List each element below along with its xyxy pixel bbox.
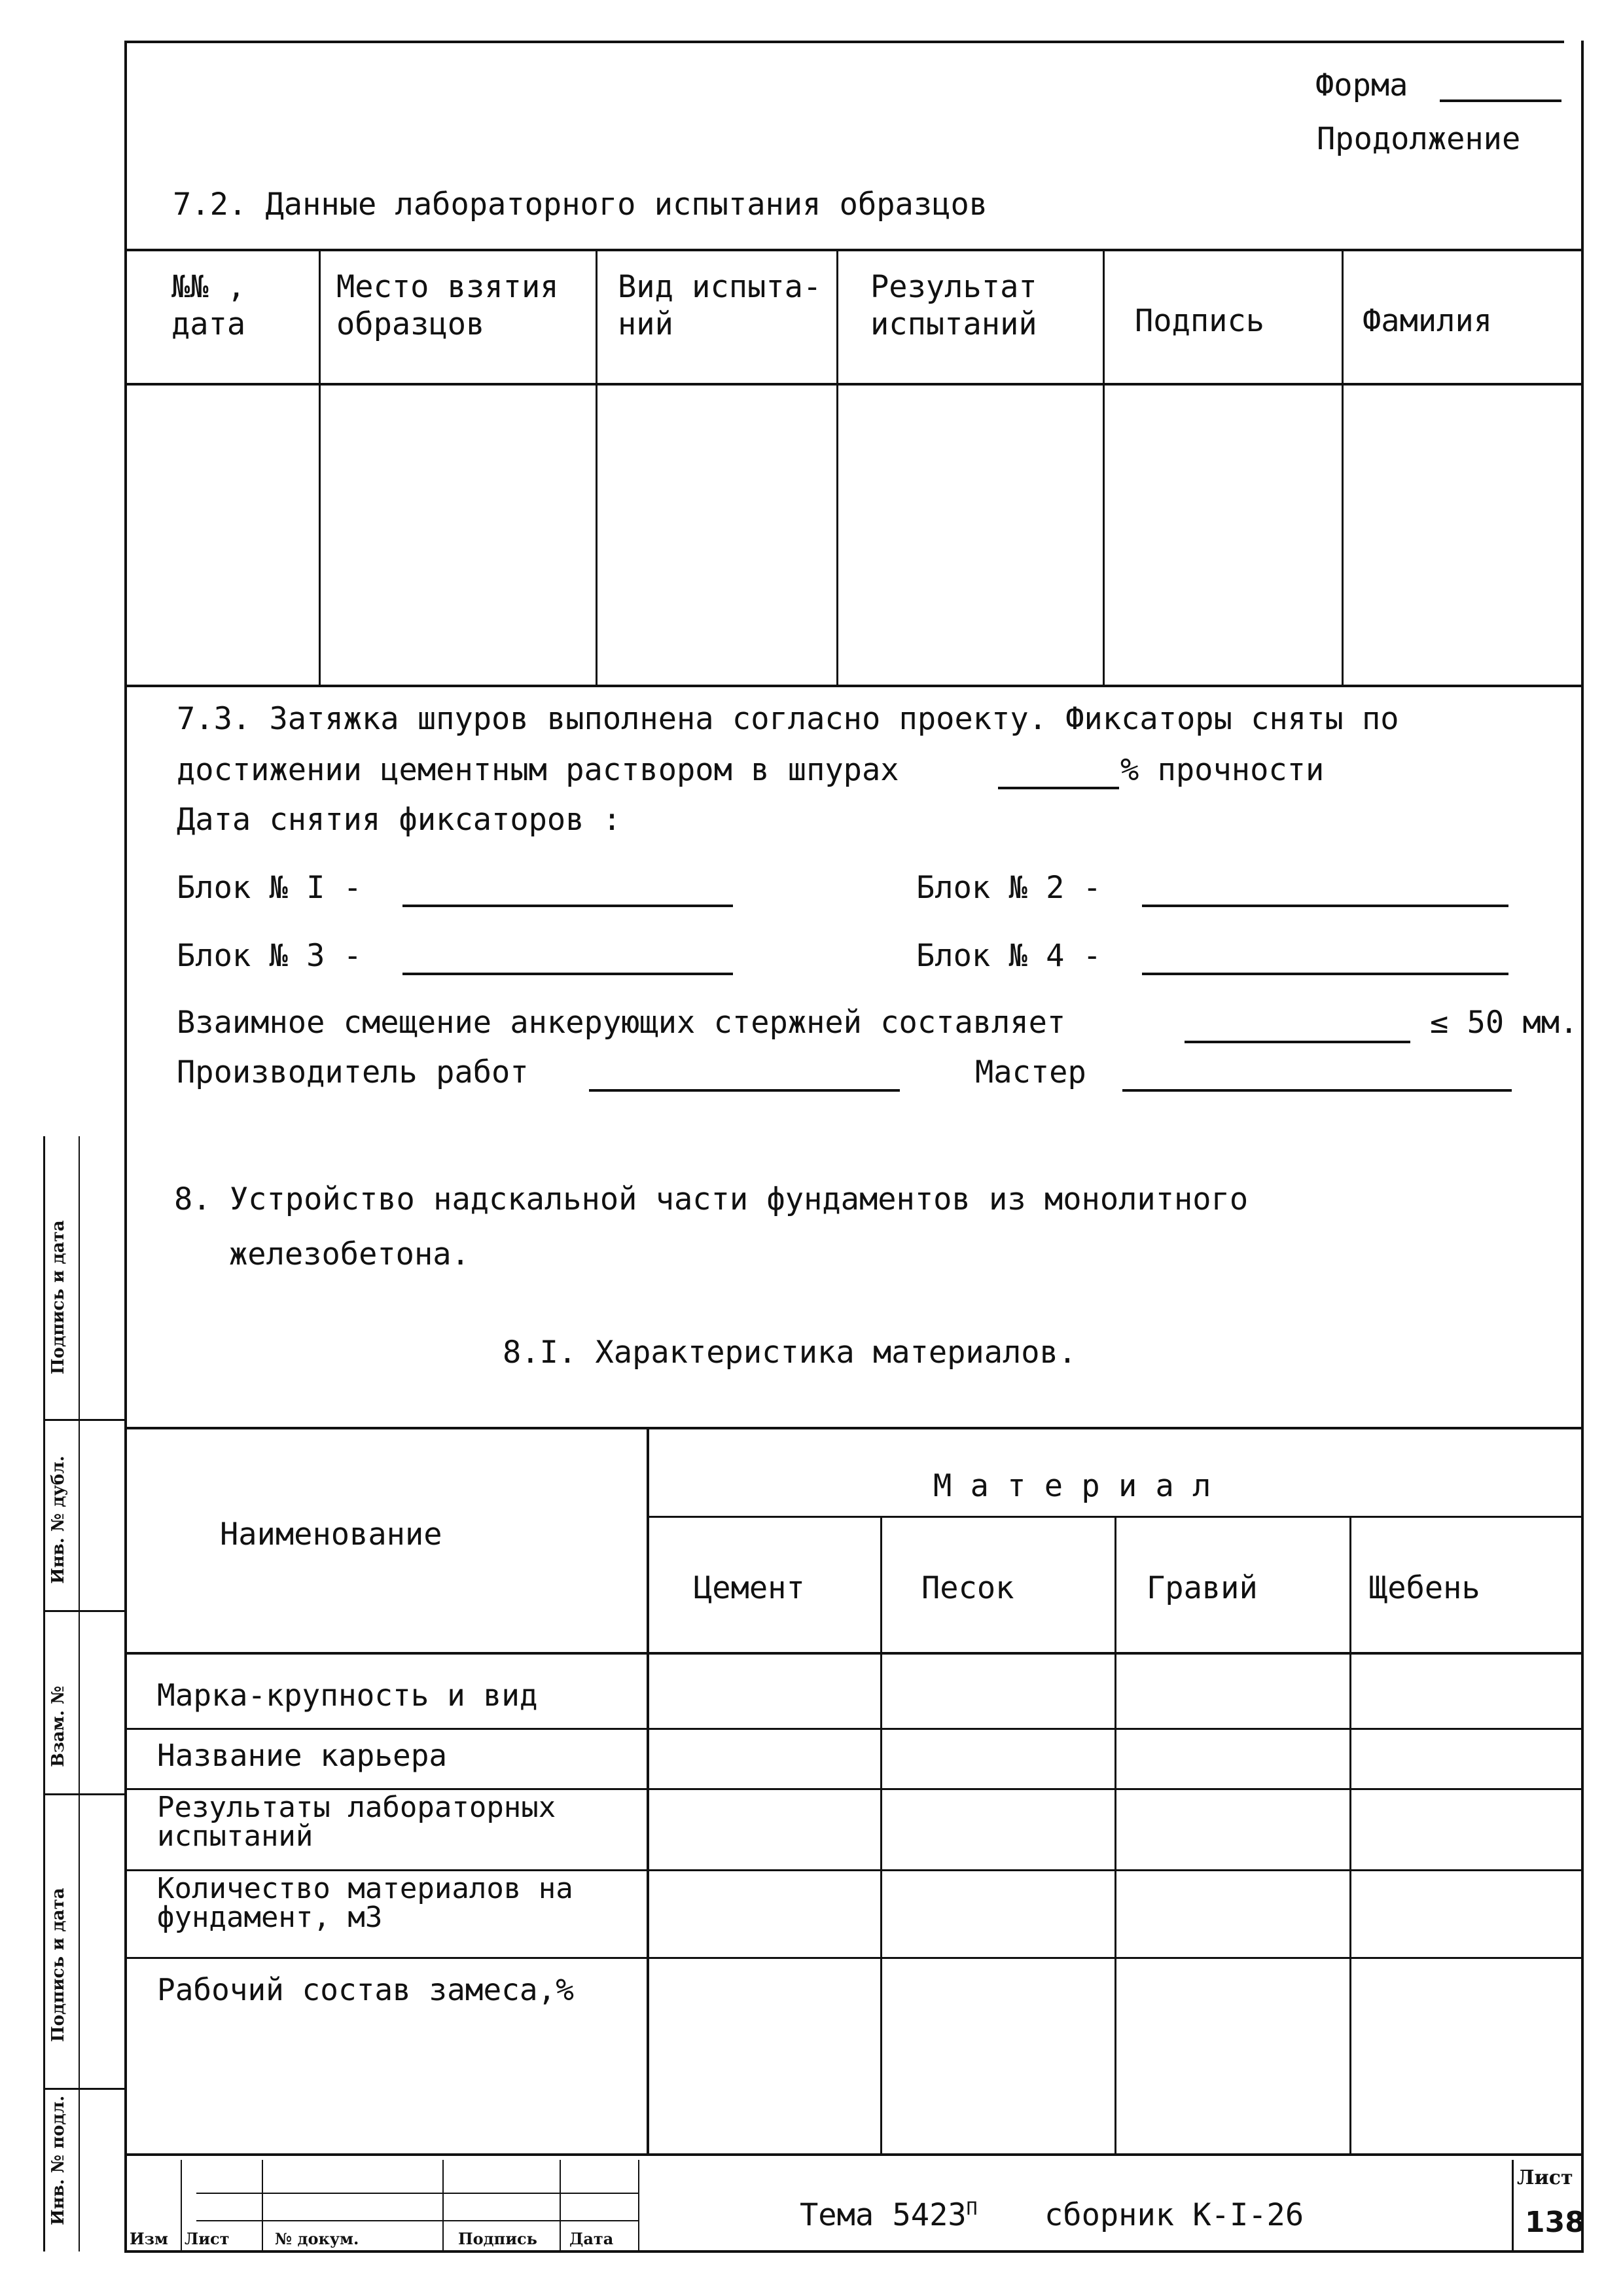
table72-header-signature: Подпись — [1135, 303, 1265, 339]
mat-row-lab-results: Результаты лабораторных испытаний — [157, 1791, 556, 1853]
frame-right — [1581, 41, 1584, 2251]
mat-header-bottom — [124, 1652, 1584, 1655]
offset-value-field[interactable] — [1185, 1041, 1410, 1043]
mat-col-crushed-header: Щебень — [1369, 1570, 1480, 1606]
mat-row1-bottom — [124, 1728, 1584, 1730]
tb-theme: Тема $5423^П$ — [800, 2197, 978, 2233]
tb-label-signature: Подпись — [458, 2229, 537, 2248]
mat-row4-bottom — [124, 1957, 1584, 1959]
producer-field[interactable] — [589, 1089, 900, 1092]
block4-label: Блок № 4 - — [916, 938, 1101, 974]
sidebar-left — [43, 1136, 45, 2251]
mat-table-bottom — [124, 2153, 1584, 2156]
sidebar-sep1 — [43, 1419, 124, 1421]
section-7-2-title: 7.2. Данные лабораторного испытания образцов — [173, 187, 988, 223]
section-7-3-line2b: % прочности — [1120, 752, 1325, 788]
sidebar-sep2 — [43, 1610, 124, 1612]
table72-header-test-type: Вид испыта- ний — [618, 269, 822, 343]
mat-row2-bottom — [124, 1788, 1584, 1790]
table72-header-surname: Фамилия — [1363, 303, 1493, 339]
mat-name-header: Наименование — [220, 1516, 442, 1552]
sidebar-signature-date-2: Подпись и дата — [48, 1888, 68, 2042]
tb-row1 — [196, 2193, 638, 2194]
offset-limit: ≤ 50 мм. — [1430, 1005, 1578, 1041]
section-7-3-line2a: достижении цементным раствором в шпурах — [177, 752, 899, 788]
table72-bottom — [124, 685, 1584, 687]
block3-date-field[interactable] — [402, 973, 733, 975]
master-label: Мастер — [975, 1054, 1086, 1090]
mat-group-header: М а т е р и а л — [933, 1468, 1211, 1504]
frame-top — [124, 41, 1564, 43]
block3-label: Блок № 3 - — [177, 938, 362, 974]
tb-sheet-number: 138 — [1525, 2206, 1585, 2239]
mat-row-quarry: Название карьера — [157, 1738, 448, 1773]
section-7-3-line3: Дата снятия фиксаторов : — [177, 802, 622, 838]
block2-date-field[interactable] — [1142, 905, 1508, 907]
mat-row3-bottom — [124, 1869, 1584, 1871]
tb-label-date: Дата — [569, 2229, 614, 2248]
mat-col-gravel-header: Гравий — [1147, 1570, 1258, 1606]
block2-label: Блок № 2 - — [916, 870, 1101, 906]
section-8-line1: 8. Устройство надскальной части фундаментов из монолитного — [174, 1181, 1249, 1217]
offset-text: Взаимное смещение анкерующих стержней составляет — [177, 1005, 1066, 1041]
tb-label-sheet: Лист — [185, 2229, 230, 2248]
tb-div5 — [638, 2160, 639, 2251]
tb-sheet-label: Лист — [1517, 2166, 1573, 2189]
frame-bottom — [124, 2250, 1584, 2253]
form-number-field[interactable] — [1440, 99, 1561, 102]
tb-row2 — [196, 2220, 638, 2221]
table72-top — [124, 249, 1584, 251]
tb-sheet-div — [1512, 2160, 1514, 2251]
mat-col-sand — [1115, 1516, 1116, 2155]
sidebar-inner — [79, 1136, 80, 2251]
table72-header-sampling-place: Место взятия образцов — [336, 269, 559, 343]
mat-row-quantity: Количество материалов на фундамент, м3 — [157, 1872, 573, 1934]
sidebar-duplicate-inv: Инв. № дубл. — [48, 1456, 68, 1584]
block4-date-field[interactable] — [1142, 973, 1508, 975]
block1-date-field[interactable] — [402, 905, 733, 907]
producer-label: Производитель работ — [177, 1054, 529, 1090]
sidebar-sep4 — [43, 2088, 124, 2090]
mat-table-top — [124, 1427, 1584, 1429]
mat-col-cement — [880, 1516, 882, 2155]
tb-div1 — [181, 2160, 182, 2251]
mat-col-cement-header: Цемент — [694, 1570, 805, 1606]
sidebar-replacement-no: Взам. № — [48, 1685, 68, 1767]
table72-header-number-date: №№ , дата — [171, 269, 246, 343]
table72-data-row[interactable] — [127, 386, 1581, 685]
sidebar-signature-date-1: Подпись и дата — [48, 1220, 68, 1374]
block1-label: Блок № I - — [177, 870, 362, 906]
mat-col-name — [647, 1427, 649, 2155]
frame-left — [124, 41, 127, 2251]
continuation-label: Продолжение — [1317, 121, 1521, 157]
tb-div2 — [262, 2160, 263, 2251]
mat-col-sand-header: Песок — [921, 1570, 1014, 1606]
tb-div4 — [560, 2160, 561, 2251]
form-label: Форма — [1315, 67, 1408, 103]
section-7-3-line1: 7.3. Затяжка шпуров выполнена согласно проекту. Фиксаторы сняты по — [177, 701, 1399, 737]
section-8-1-subtitle: 8.I. Характеристика материалов. — [503, 1335, 1077, 1371]
table72-header-result: Результат испытаний — [870, 269, 1037, 343]
tb-theme-index: П — [966, 2197, 978, 2219]
tb-label-docnum: № докум. — [275, 2229, 359, 2248]
strength-percent-field[interactable] — [998, 787, 1119, 789]
mat-row-grade: Марка-крупность и вид — [157, 1677, 538, 1713]
tb-div3 — [442, 2160, 444, 2251]
section-8-line2: железобетона. — [229, 1236, 470, 1272]
sidebar-original-inv: Инв. № подл. — [48, 2095, 68, 2225]
mat-col-gravel — [1349, 1516, 1351, 2155]
sidebar-sep3 — [43, 1793, 124, 1795]
master-field[interactable] — [1122, 1089, 1512, 1092]
tb-collection: сборник К-I-26 — [1044, 2197, 1304, 2233]
tb-label-change: Изм — [130, 2229, 168, 2248]
mat-row-mix: Рабочий состав замеса,% — [157, 1972, 574, 2007]
